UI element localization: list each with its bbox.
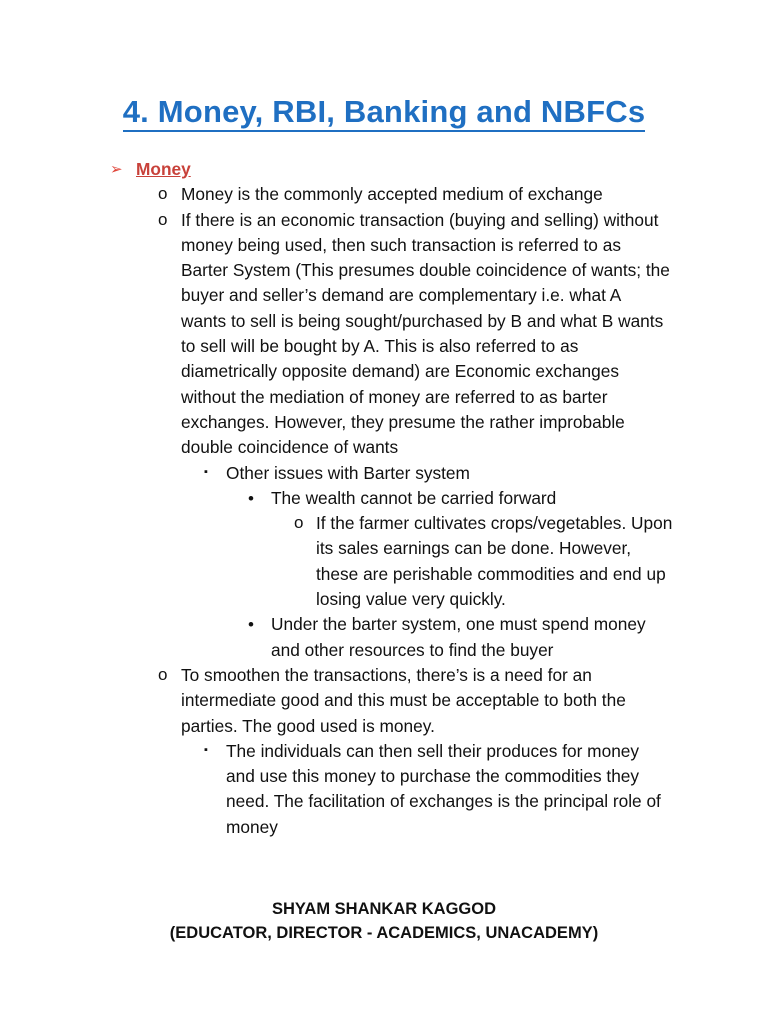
section-heading-money [110,157,768,182]
circle-bullet-icon: o [158,664,168,684]
page-title: 4. Money, RBI, Banking and NBFCs [123,94,646,132]
document-body [0,157,768,840]
list-item-other-issues [204,461,670,486]
arrow-bullet-icon: ➢ [110,161,123,178]
list-item-text: If there is an economic transaction (buying and selling) without money being used, then such transaction is referred to as Barter System (This presumes double coincidence of wants; the buyer and seller’s demand are complementary i.e. what A wants to sell is being sought/purchased by B and what B wants to sell will be bought by A. This is also referred to as diametrically opposite demand) are Economic exchanges without the mediation of money are referred to as barter exchanges. However, they presume the rather improbable double coincidence of wants [181,209,670,458]
square-bullet-icon: ▪ [204,743,208,756]
list-item-smoothen [158,663,670,739]
list-item-spend [248,612,674,663]
list-item-definition [158,182,670,207]
circle-bullet-icon: o [294,513,304,533]
list-item-barter [158,208,670,461]
list-item-text: Under the barter system, one must spend money and other resources to find the buyer [271,614,646,660]
circle-bullet-icon: o [158,209,168,229]
dot-bullet-icon: • [248,488,254,508]
list-item-text: To smoothen the transactions, there’s is a need for an intermediate good and this must be acceptable to both the parties. The good used is money. [181,664,626,736]
list-item-text: The wealth cannot be carried forward [271,487,557,508]
list-item-text: Other issues with Barter system [226,462,470,483]
author-footer [0,897,768,945]
author-name: SHYAM SHANKAR KAGGOD [272,900,496,918]
list-item-text: The individuals can then sell their produces for money and use this money to purchase the commodities they need. The facilitation of exchanges is the principal role of money [226,740,661,837]
list-item-wealth [248,486,674,511]
dot-bullet-icon: • [248,615,254,635]
list-item-farmer [294,511,678,612]
list-item-text: Money is the commonly accepted medium of exchange [181,184,603,205]
page-title-wrap [0,94,768,130]
list-item-individuals [204,739,670,840]
square-bullet-icon: ▪ [204,465,208,478]
list-item-text: If the farmer cultivates crops/vegetables. Upon its sales earnings can be done. However, these are perishable commodities and end up losing value very quickly. [316,513,673,610]
author-role: (EDUCATOR, DIRECTOR - ACADEMICS, UNACADEMY) [169,924,599,942]
circle-bullet-icon: o [158,184,168,204]
section-heading-text: Money [136,159,191,179]
